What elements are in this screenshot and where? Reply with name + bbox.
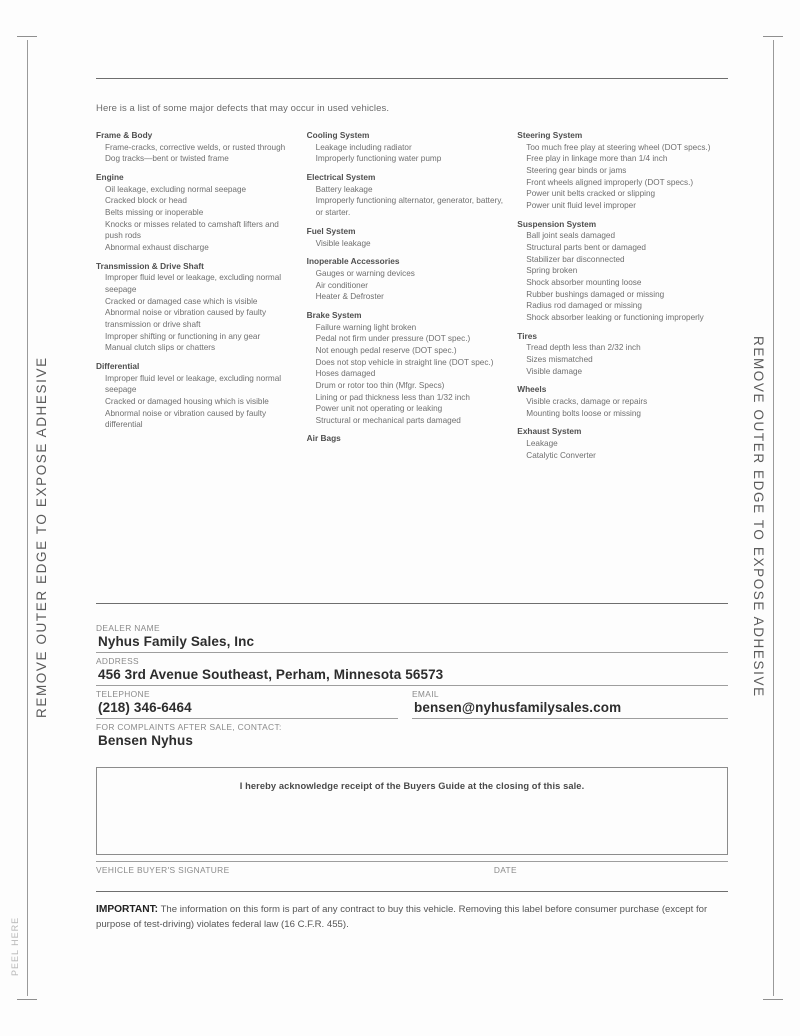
defect-item: Battery leakage [315, 184, 373, 194]
defect-group-title: Inoperable Accessories [306, 256, 400, 267]
important-notice [96, 902, 728, 932]
defect-group-title: Differential [96, 360, 140, 371]
telephone-field [96, 686, 412, 719]
defect-item: Cracked block or head [105, 196, 187, 206]
defect-item: Oil leakage, excluding normal seepage [105, 184, 247, 194]
defect-item: Shock absorber leaking or functioning improperly [526, 312, 704, 322]
defect-item: Leakage [526, 439, 558, 449]
defect-item: Abnormal noise or vibration caused by faulty differential [105, 408, 267, 430]
defect-item: Lining or pad thickness less than 1/32 inch [315, 392, 470, 402]
defect-group-title: Steering System [517, 130, 583, 140]
defects-intro-text: Here is a list of some major defects that may occur in used vehicles. [96, 103, 390, 114]
defect-group-title: Transmission & Drive Shaft [96, 260, 204, 271]
divider-top [96, 78, 728, 79]
dealer-address-value: 456 3rd Avenue Southeast, Perham, Minnesota 56573 [96, 666, 728, 686]
signature-line[interactable]: VEHICLE BUYER'S SIGNATURE [96, 861, 488, 875]
defects-column-1 [96, 130, 307, 461]
defect-item: Front wheels aligned improperly (DOT specs.) [526, 177, 694, 187]
defect-group-items [307, 238, 506, 250]
defect-item: Improper fluid level or leakage, excluding normal seepage [105, 273, 282, 295]
defect-item: Power unit fluid level improper [526, 200, 636, 210]
defect-item: Power unit not operating or leaking [315, 404, 443, 414]
defect-item: Visible cracks, damage or repairs [526, 397, 648, 407]
defect-item: Rubber bushings damaged or missing [526, 289, 665, 299]
rail-cap-top-right [763, 36, 783, 37]
contact-row [96, 686, 728, 719]
defect-group-title: Wheels [517, 384, 547, 395]
complaints-contact-value: Bensen Nyhus [98, 733, 193, 749]
rail-cap-top-left [17, 36, 37, 37]
defect-item: Steering gear binds or jams [526, 166, 627, 176]
defect-group-items [517, 396, 716, 419]
divider-middle [96, 603, 728, 604]
defect-item: Abnormal exhaust discharge [105, 243, 209, 253]
defect-group-title: Suspension System [517, 218, 597, 229]
defect-group-title: Air Bags [306, 433, 341, 444]
defect-item: Frame-cracks, corrective welds, or rusted through [105, 142, 286, 152]
telephone-value: (218) 346-6464 [96, 699, 398, 719]
email-field [412, 686, 728, 719]
defect-item: Tread depth less than 2/32 inch [526, 343, 641, 353]
defect-group-items [307, 142, 506, 165]
defect-item: Hoses damaged [315, 369, 376, 379]
defect-group-title: Fuel System [306, 225, 356, 236]
defect-item: Not enough pedal reserve (DOT spec.) [315, 345, 457, 355]
defect-item: Failure warning light broken [315, 322, 417, 332]
defect-item: Stabilizer bar disconnected [526, 254, 625, 264]
defect-item: Manual clutch slips or chatters [105, 343, 216, 353]
rail-cap-bottom-left [17, 999, 37, 1000]
defects-column-3 [517, 130, 728, 461]
email-label: EMAIL [412, 689, 439, 700]
defect-item: Improperly functioning alternator, generator, battery, or starter. [315, 196, 503, 218]
defect-group-title: Electrical System [306, 172, 376, 183]
defect-group-items [517, 230, 716, 323]
date-line[interactable]: DATE [488, 861, 728, 875]
defect-item: Heater & Defroster [315, 292, 384, 302]
email-value: bensen@nyhusfamilysales.com [412, 699, 728, 719]
right-rail-text: REMOVE OUTER EDGE TO EXPOSE ADHESIVE [751, 336, 766, 698]
important-heading: IMPORTANT: [96, 904, 159, 916]
defects-column-2 [307, 130, 518, 461]
defect-item: Mounting bolts loose or missing [526, 408, 641, 418]
defect-item: Structural or mechanical parts damaged [315, 415, 461, 425]
defect-item: Gauges or warning devices [315, 268, 415, 278]
defect-group-items [96, 184, 295, 254]
defect-item: Spring broken [526, 266, 578, 276]
defect-item: Does not stop vehicle in straight line (DOT spec.) [315, 357, 494, 367]
dealer-name-value: Nyhus Family Sales, Inc [96, 633, 728, 653]
defect-group-items [307, 268, 506, 303]
dealer-info-block [96, 620, 728, 751]
defect-item: Pedal not firm under pressure (DOT spec.) [315, 334, 471, 344]
defect-item: Visible leakage [315, 238, 371, 248]
defect-group-title: Brake System [306, 309, 362, 320]
defect-item: Improper shifting or functioning in any gear [105, 331, 261, 341]
rail-cap-bottom-right [763, 999, 783, 1000]
signature-row [96, 861, 728, 875]
defect-item: Abnormal noise or vibration caused by faulty transmission or drive shaft [105, 308, 267, 330]
defect-item: Improper fluid level or leakage, excluding normal seepage [105, 373, 282, 395]
dealer-name-label: DEALER NAME [96, 623, 160, 634]
defects-spacer [96, 461, 728, 589]
defect-group-title: Exhaust System [517, 426, 582, 437]
rail-line-left [27, 40, 28, 996]
defect-group-items [96, 142, 295, 165]
defect-group-items [307, 184, 506, 219]
peel-here-mark: PEEL HERE [10, 916, 20, 976]
defect-item: Sizes mismatched [526, 354, 593, 364]
acknowledgement-text: I hereby acknowledge receipt of the Buyers Guide at the closing of this sale. [239, 781, 585, 792]
defect-item: Power unit belts cracked or slipping [526, 189, 656, 199]
defect-item: Improperly functioning water pump [315, 154, 442, 164]
defect-item: Leakage including radiator [315, 142, 412, 152]
defect-group-title: Frame & Body [96, 130, 153, 140]
defect-item: Catalytic Converter [526, 450, 596, 460]
defect-item: Radius rod damaged or missing [526, 301, 642, 311]
defect-item: Structural parts bent or damaged [526, 243, 646, 253]
defect-group-items [517, 342, 716, 377]
defect-item: Knocks or misses related to camshaft lifters and push rods [105, 219, 279, 241]
rail-line-right [773, 40, 774, 996]
defect-item: Belts missing or inoperable [105, 208, 204, 218]
right-adhesive-rail [751, 18, 786, 1018]
complaints-label: FOR COMPLAINTS AFTER SALE, CONTACT: [96, 722, 282, 733]
defect-item: Shock absorber mounting loose [526, 277, 642, 287]
defect-item: Too much free play at steering wheel (DOT specs.) [526, 142, 711, 152]
divider-bottom [96, 891, 728, 892]
defect-group-items [96, 272, 295, 353]
dealer-address-label: ADDRESS [96, 656, 139, 667]
defect-item: Visible damage [526, 366, 583, 376]
defects-list [96, 130, 728, 461]
defect-item: Dog tracks—bent or twisted frame [105, 154, 229, 164]
document-content [96, 78, 728, 976]
defect-group-title: Engine [96, 172, 124, 183]
defect-item: Cracked or damaged case which is visible [105, 296, 258, 306]
acknowledgement-box [96, 767, 728, 855]
defect-item: Free play in linkage more than 1/4 inch [526, 154, 668, 164]
important-body: The information on this form is part of any contract to buy this vehicle. Removing this label before consumer purchase (except for purpose of test-driving) violates federal law (16 C.F.R. 455). [96, 904, 708, 930]
defect-item: Air conditioner [315, 280, 368, 290]
defect-group-items [517, 438, 716, 461]
defect-item: Ball joint seals damaged [526, 231, 616, 241]
defect-item: Cracked or damaged housing which is visible [105, 397, 269, 407]
left-adhesive-rail [14, 18, 49, 1018]
telephone-label: TELEPHONE [96, 689, 150, 700]
defect-item: Drum or rotor too thin (Mfgr. Specs) [315, 380, 445, 390]
defect-group-title: Tires [517, 330, 537, 341]
defect-group-items [517, 142, 716, 212]
defect-group-title: Cooling System [306, 130, 370, 140]
defect-group-items [96, 373, 295, 431]
left-rail-text: REMOVE OUTER EDGE TO EXPOSE ADHESIVE [34, 356, 49, 718]
defect-group-items [307, 322, 506, 427]
